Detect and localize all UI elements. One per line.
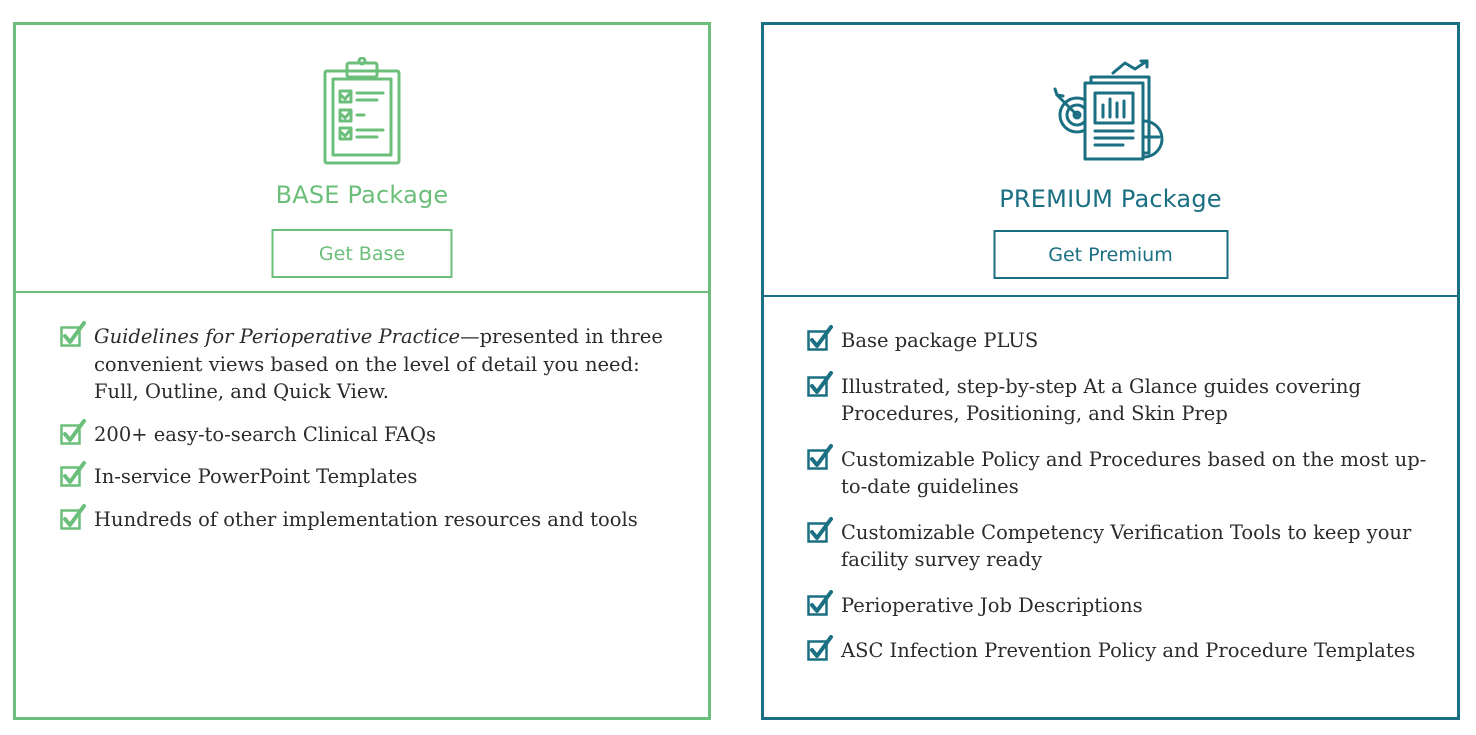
checkbox-checked-icon: [807, 325, 833, 351]
feature-text: [94, 323, 688, 406]
list-item: [807, 592, 1451, 620]
report-target-chart-icon: [1051, 59, 1171, 165]
feature-text: Illustrated, step-by-step At a Glance guides covering Procedures, Positioning, and Skin Prep: [841, 374, 1361, 425]
feature-text: Base package PLUS: [841, 329, 1039, 352]
feature-text: 200+ easy-to-search Clinical FAQs: [94, 422, 436, 446]
checkbox-checked-icon: [807, 517, 833, 543]
checkbox-checked-icon: [60, 461, 86, 487]
clipboard-checklist-icon: [322, 57, 402, 165]
feature-text: Customizable Competency Verification Tools to keep your facility survey ready: [841, 520, 1412, 571]
feature-text-rest: —presented in three convenient views based on the level of detail you need: Full, Outline, and Quick View.: [94, 325, 663, 403]
list-item: [807, 327, 1451, 355]
list-item: [60, 506, 688, 534]
premium-package-title: PREMIUM Package: [999, 185, 1222, 213]
feature-text: Perioperative Job Descriptions: [841, 593, 1143, 617]
checkbox-checked-icon: [60, 419, 86, 445]
checkbox-checked-icon: [60, 504, 86, 530]
premium-package-header: [764, 25, 1457, 297]
premium-feature-list: [764, 297, 1457, 665]
base-package-title: BASE Package: [275, 181, 449, 209]
checkbox-checked-icon: [807, 635, 833, 661]
list-item: [60, 323, 688, 406]
list-item: [807, 637, 1451, 665]
base-package-card: [13, 22, 711, 720]
checkbox-checked-icon: [807, 590, 833, 616]
list-item: [807, 373, 1451, 428]
feature-text: ASC Infection Prevention Policy and Procedure Templates: [841, 639, 1416, 662]
checkbox-checked-icon: [60, 321, 86, 347]
feature-text: Hundreds of other implementation resources and tools: [94, 507, 638, 531]
feature-emphasis: Guidelines for Perioperative Practice: [94, 325, 461, 348]
base-package-header: [16, 25, 708, 293]
feature-text: Customizable Policy and Procedures based on the most up-to-date guidelines: [841, 447, 1427, 498]
list-item: [60, 463, 688, 491]
list-item: [60, 421, 688, 449]
base-feature-list: [16, 293, 708, 533]
get-premium-button[interactable]: Get Premium: [993, 230, 1228, 279]
list-item: [807, 446, 1451, 501]
list-item: [807, 519, 1451, 574]
premium-package-card: [761, 22, 1460, 720]
get-base-button[interactable]: Get Base: [272, 229, 453, 278]
checkbox-checked-icon: [807, 444, 833, 470]
checkbox-checked-icon: [807, 371, 833, 397]
feature-text: In-service PowerPoint Templates: [94, 465, 418, 488]
